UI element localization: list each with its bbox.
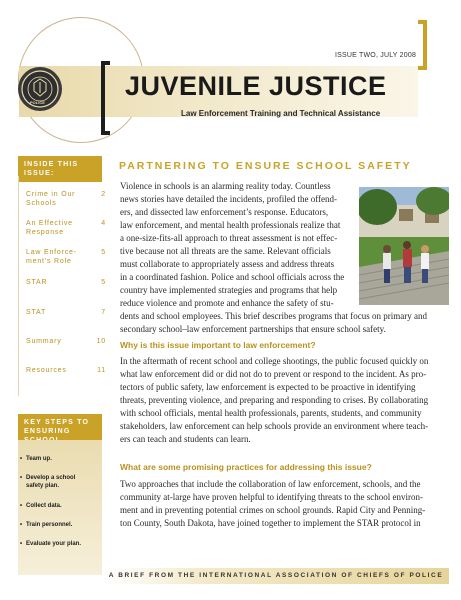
step-item <box>26 540 81 548</box>
intro-line: reduce violence and promote and enhance the safety of stu- <box>120 298 334 308</box>
step-item <box>26 455 52 463</box>
toc-item-page: 10 <box>96 338 106 345</box>
toc-item-star[interactable] <box>26 278 106 287</box>
toc-item-label: Summary <box>26 338 62 345</box>
toc-item-summary[interactable] <box>26 337 106 346</box>
toc-item-page: 7 <box>101 309 106 316</box>
intro-line: in a coordinated fashion. Police and school officials across the <box>120 272 345 282</box>
paragraph-line: tectors of public safety, law enforcement is expected to be proactive in identifying <box>120 382 416 392</box>
paragraph-line: with school officials, mental health professionals, parents, students, and community <box>120 408 422 418</box>
paragraph-line: threats, preventing violence, and preparing and responding to crises. By collaborating <box>120 395 429 405</box>
toc-item-page: 11 <box>97 367 106 374</box>
toc-item-page: 5 <box>101 249 106 256</box>
toc-item-effective-response[interactable] <box>26 219 106 237</box>
intro-paragraph <box>120 180 357 310</box>
paragraph-line: stakeholders, law enforcement can help schools provide an environment where teach- <box>120 421 429 431</box>
step-item <box>26 474 75 490</box>
intro-line: law enforcement, and mental health professionals realize that <box>120 220 341 230</box>
step-text: • Develop a school <box>26 475 76 481</box>
footer-banner: A BRIEF FROM THE INTERNATIONAL ASSOCIATION OF CHIEFS OF POLICE <box>103 568 449 584</box>
toc-item-label: Resources <box>26 367 67 374</box>
toc-item-label: An Effective <box>26 220 73 227</box>
intro-line: ers, and dissected law enforcement’s response. Educators, <box>120 207 329 217</box>
toc-item-page: 4 <box>101 220 106 227</box>
steps-heading-line2: ENSURING <box>24 428 71 435</box>
seal-label: POLICE <box>30 100 45 105</box>
paragraph-line: community at-large have proven helpful to identifying threats to the school environ- <box>120 492 424 502</box>
toc-item-page: 5 <box>101 279 106 286</box>
paragraph-why-important <box>120 355 448 446</box>
paragraph-line: ment and in preventing potential crimes on school grounds. Rapid City and Penning- <box>120 505 426 515</box>
toc-item-label: Schools <box>26 200 57 207</box>
step-text: • Evaluate your plan. <box>26 541 82 547</box>
intro-line: news stories have detailed the incidents, profiled the offend- <box>120 194 338 204</box>
paragraph-promising-practices <box>120 478 448 530</box>
question-heading-2: What are some promising practices for addressing this issue? <box>120 462 372 472</box>
toc-item-resources[interactable] <box>26 366 106 375</box>
toc-item-page: 2 <box>101 191 106 198</box>
intro-paragraph-continued <box>120 310 448 336</box>
intro-line: a one-size-fits-all approach to threat assessment is not effec- <box>120 233 338 243</box>
toc-item-stat[interactable] <box>26 308 106 317</box>
header-bracket-gold <box>418 20 427 70</box>
step-item <box>26 521 72 529</box>
newsletter-title: JUVENILE JUSTICE <box>125 71 387 101</box>
header-bracket-left <box>101 61 110 135</box>
toc-item-label: STAT <box>26 309 47 316</box>
paragraph-line: In the aftermath of recent school and college shootings, the public focused quickly on <box>120 356 429 366</box>
steps-heading-line1: KEY STEPS TO <box>24 419 90 426</box>
newsletter-subtitle: Law Enforcement Training and Technical Assistance <box>181 109 381 118</box>
intro-line: secondary school–law enforcement partnerships that ensure school safety. <box>120 324 386 334</box>
toc-item-label: Response <box>26 229 64 236</box>
paragraph-line: what law enforcement did or did not do to prevent or respond to the incident. As pro- <box>120 369 427 379</box>
paragraph-line: ton County, South Dakota, have joined together to implement the STAR protocol in <box>120 518 421 528</box>
toc-heading-line1: INSIDE THIS <box>24 161 79 168</box>
intro-line: tive because not all threats are the same. Relevant officials <box>120 246 331 256</box>
intro-line: dents and school employees. This brief describes programs that focus on primary and <box>120 311 428 321</box>
intro-line: country have implemented strategies and programs that help <box>120 285 338 295</box>
step-text: • Collect data. <box>26 503 62 509</box>
step-text: safety plan. <box>26 483 60 489</box>
toc-item-crime-in-our-schools[interactable] <box>26 190 106 208</box>
question-heading-1: Why is this issue important to law enforcement? <box>120 340 316 350</box>
toc-item-label: ment’s Role <box>26 258 72 265</box>
section-title: PARTNERING TO ENSURE SCHOOL SAFETY <box>119 160 412 172</box>
toc-item-law-enforcement-role[interactable] <box>26 248 106 266</box>
intro-line: must collaborate to appropriately assess and address threats <box>120 259 335 269</box>
paragraph-line: Two approaches that include the collaboration of law enforcement, schools, and the <box>120 479 421 489</box>
paragraph-line: ers can teach and students can learn. <box>120 434 251 444</box>
step-text: • Team up. <box>26 456 52 462</box>
toc-item-label: Law Enforce- <box>26 249 77 256</box>
students-photo <box>359 187 449 305</box>
intro-line: Violence in schools is an alarming reality today. Countless <box>120 181 331 191</box>
step-item <box>26 502 62 510</box>
toc-item-label: Crime in Our <box>26 191 76 198</box>
toc-heading-line2: ISSUE: <box>24 170 55 177</box>
step-text: • Train personnel. <box>26 522 73 528</box>
toc-item-label: STAR <box>26 279 48 286</box>
issue-date: ISSUE TWO, JULY 2008 <box>335 52 417 59</box>
